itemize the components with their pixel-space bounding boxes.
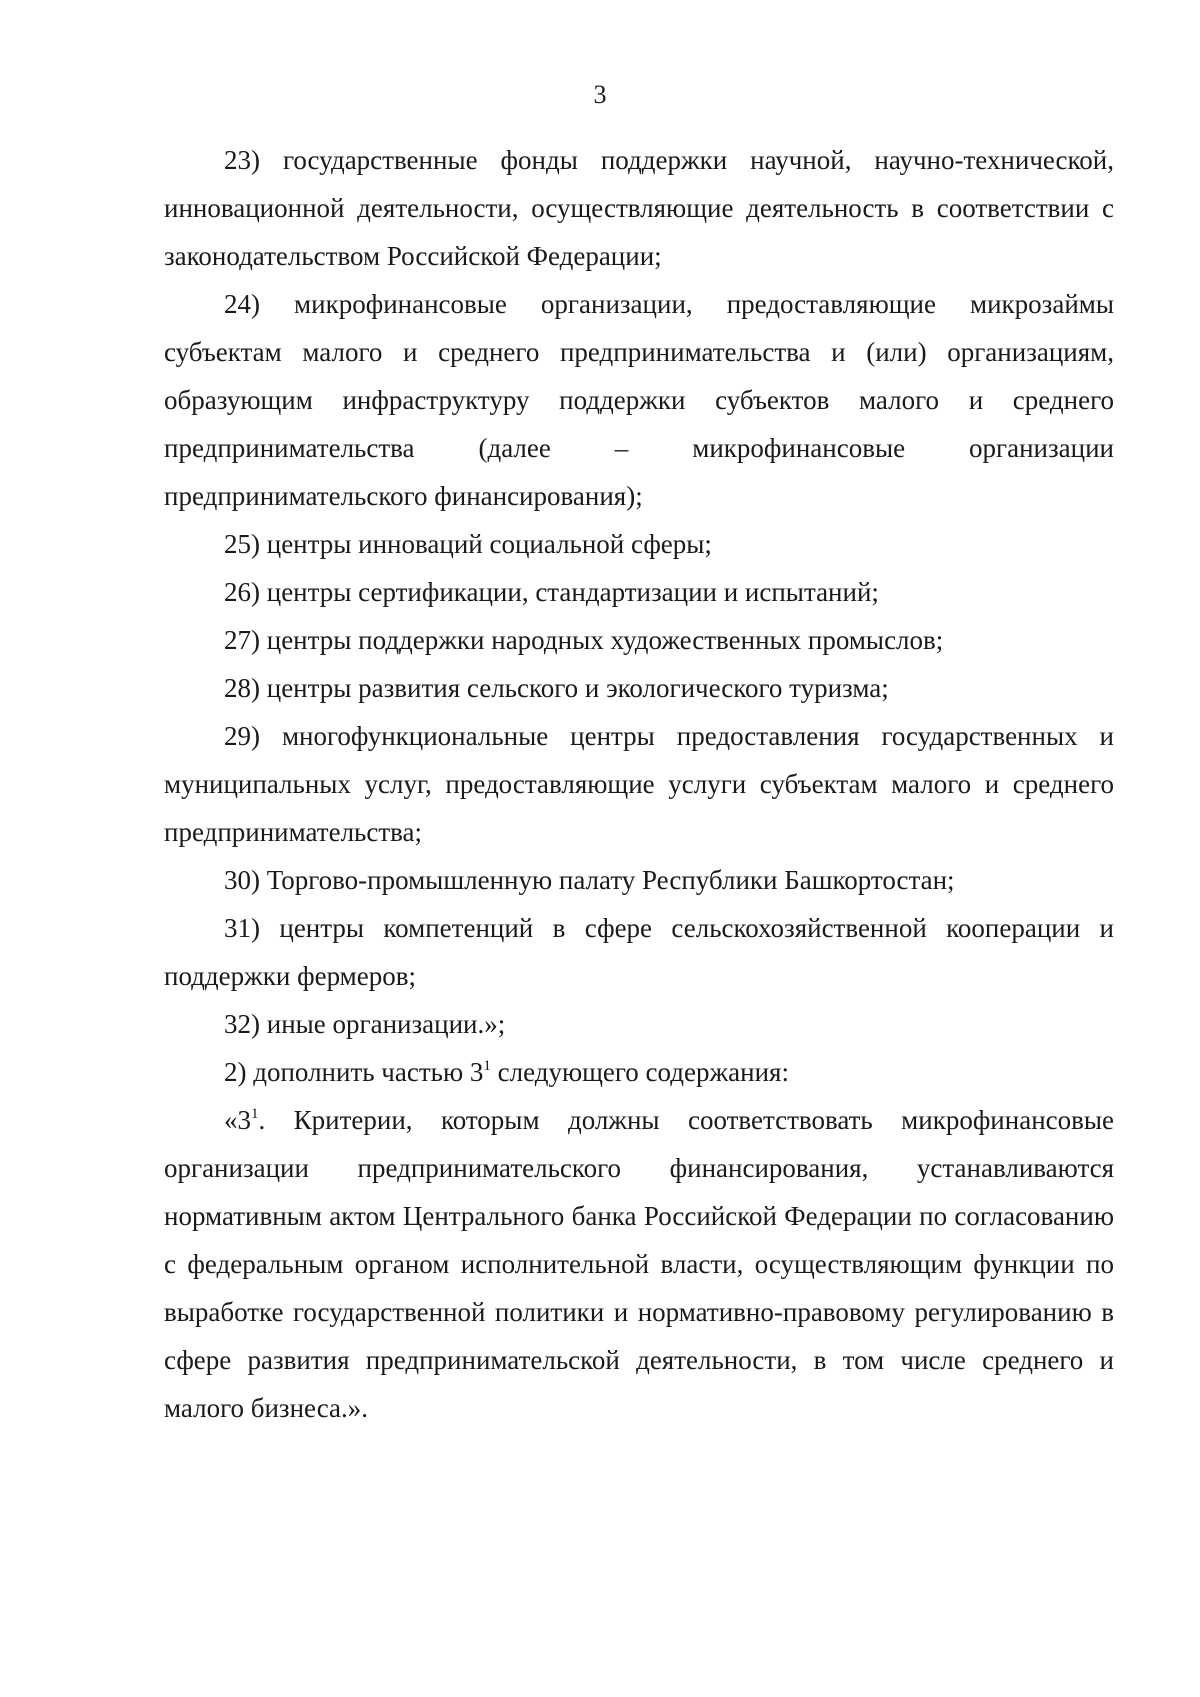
quote-superscript: 1 (251, 1106, 259, 1122)
page-number: 3 (593, 80, 607, 109)
paragraph-item-30: 30) Торгово-промышленную палату Республики Башкортостан; (224, 865, 955, 895)
paragraph-item-32: 32) иные организации.»; (224, 1009, 506, 1039)
amendment-superscript: 1 (483, 1058, 491, 1074)
amendment-prefix: 2) дополнить частью 3 (224, 1057, 484, 1087)
paragraph-item-24: 24) микрофинансовые организации, предоставляющие микрозаймы субъектам малого и среднего предпринимательства и (или) организациям, образующим инфраструктуру поддержки субъектов малого и среднего предпринимательства (далее – микрофинансовые организации предпринимательского финансирования); (164, 289, 1114, 511)
document-body (164, 136, 1114, 1432)
quote-prefix: «3 (224, 1105, 251, 1135)
paragraph-item-28: 28) центры развития сельского и экологического туризма; (224, 673, 889, 703)
paragraph-item-31: 31) центры компетенций в сфере сельскохозяйственной кооперации и поддержки фермеров; (164, 913, 1114, 991)
paragraph-item-26: 26) центры сертификации, стандартизации и испытаний; (224, 577, 879, 607)
quote-text: . Критерии, которым должны соответствовать микрофинансовые организации предпринимательского финансирования, устанавливаются нормативным актом Центрального банка Российской Федерации по согласованию с федеральным органом исполнительной власти, осуществляющим функции по выработке государственной политики и нормативно-правовому регулированию в сфере развития предпринимательской деятельности, в том числе среднего и малого бизнеса.». (164, 1105, 1114, 1423)
quoted-part-paragraph (164, 1096, 1114, 1432)
amendment-paragraph (164, 1048, 1114, 1096)
paragraph-item-27: 27) центры поддержки народных художественных промыслов; (224, 625, 944, 655)
paragraph-item-25: 25) центры инноваций социальной сферы; (224, 529, 712, 559)
amendment-suffix: следующего содержания: (490, 1057, 789, 1087)
paragraph-item-29: 29) многофункциональные центры предоставления государственных и муниципальных услуг, предоставляющие услуги субъектам малого и среднего предпринимательства; (164, 721, 1114, 847)
paragraph-item-23: 23) государственные фонды поддержки научной, научно-технической, инновационной деятельности, осуществляющие деятельность в соответствии с законодательством Российской Федерации; (164, 145, 1114, 271)
